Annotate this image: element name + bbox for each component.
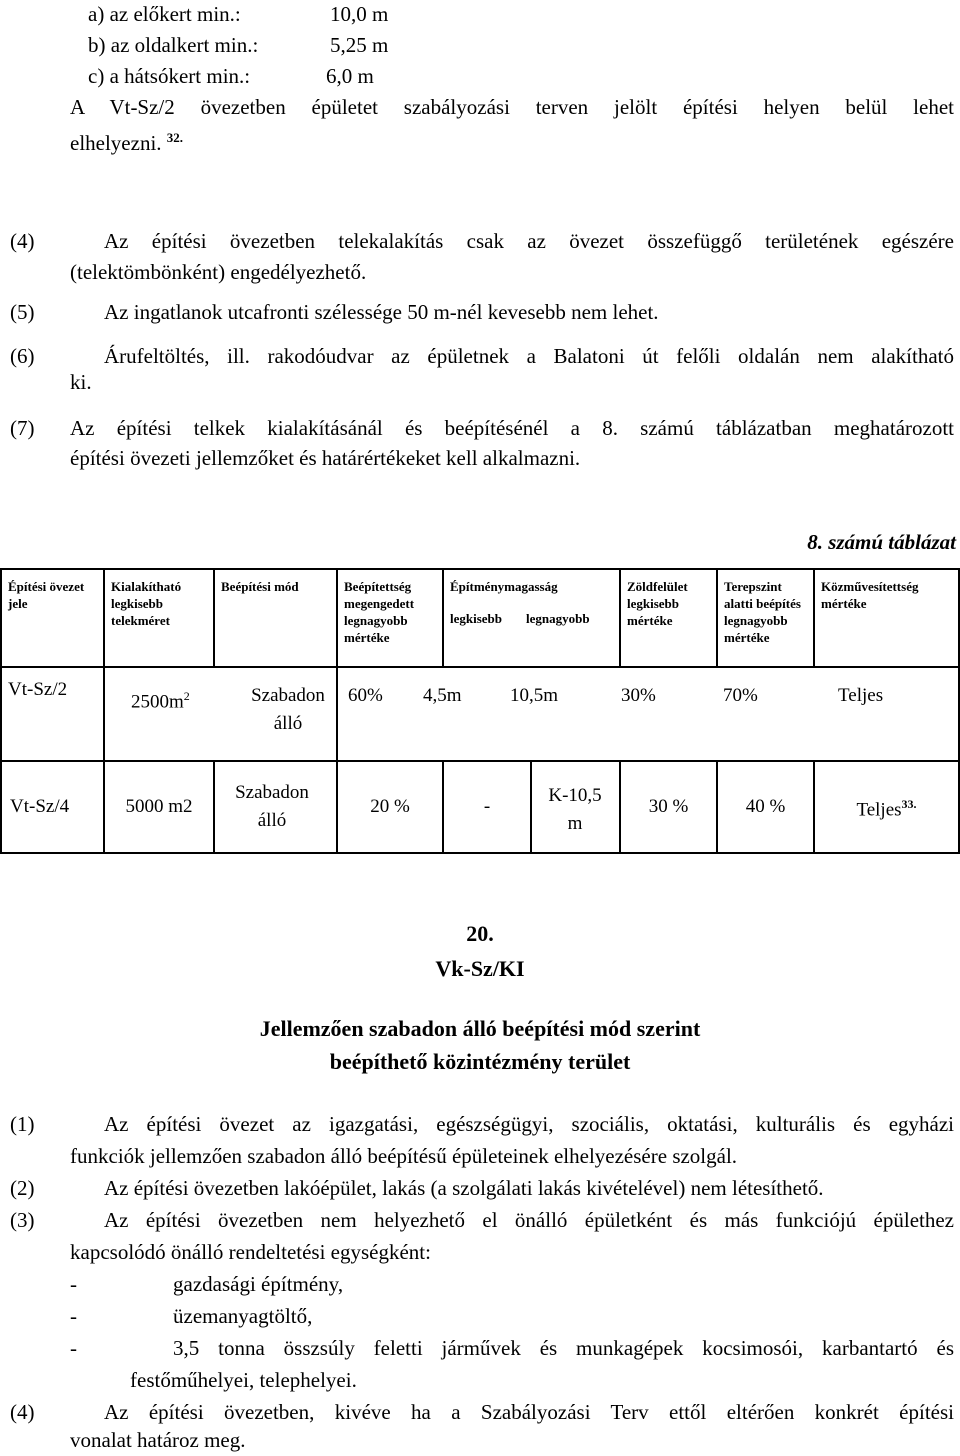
section-title-line-1: Jellemzően szabadon álló beépítési mód szerint [259, 1016, 701, 1041]
row1-lot-value: 2500m [131, 691, 184, 713]
table-row [1, 667, 959, 761]
para-4-line-2: (telektömbönként) engedélyezhető. [70, 260, 367, 284]
row2-mode: Szabadon álló [235, 782, 309, 831]
bpara-1-line-1: Az építési övezet az igazgatási, egészségügyi, szociális, oktatási, kulturális és egyházi [104, 1112, 954, 1136]
para-5-line-1: Az ingatlanok utcafronti szélessége 50 m-nél kevesebb nem lehet. [104, 300, 659, 324]
setback-label-front: a) az előkert min.: [88, 2, 241, 26]
th-lot: Kialakítható legkisebb telekméret [111, 579, 182, 628]
bpara-4-line-2: vonalat határoz meg. [70, 1428, 246, 1452]
section-code: Vk-Sz/KI [435, 956, 525, 981]
th-underground: Terepszint alatti beépítés legnagyobb mértéke [724, 579, 801, 645]
bpara-4-line-1: Az építési övezetben, kivéve ha a Szabályozási Terv ettől eltérően konkrét építési [104, 1400, 954, 1424]
th-height-max: legnagyobb [526, 611, 590, 626]
bpara-num-1: (1) [10, 1112, 35, 1136]
intro-line-2-text: elhelyezni. [70, 131, 162, 155]
list-item-1: gazdasági építmény, [173, 1272, 344, 1296]
row1-height-max: 10,5m [510, 685, 559, 706]
row2-coverage: 20 % [370, 796, 410, 817]
intro-line-2 [70, 122, 183, 159]
section-number: 20. [466, 921, 494, 946]
intro-line-1: A Vt-Sz/2 övezetben épületet szabályozási terven jelölt építési helyen belül lehet [70, 95, 954, 119]
list-item-2: üzemanyagtöltő, [173, 1304, 313, 1328]
para-num-6: (6) [10, 344, 35, 368]
row1-mode: Szabadon álló [251, 685, 325, 734]
table-row [1, 761, 959, 853]
row1-utility: Teljes [838, 685, 884, 706]
footnote-ref: 32. [166, 130, 184, 145]
bpara-num-4: (4) [10, 1400, 35, 1424]
para-num-5: (5) [10, 300, 35, 324]
row2-utility-sup: 33. [901, 796, 917, 811]
list-dash-1: - [70, 1272, 77, 1296]
setback-value-rear: 6,0 m [326, 64, 374, 88]
setback-label-rear: c) a hátsókert min.: [88, 64, 251, 88]
row1-height-min: 4,5m [423, 685, 462, 706]
row1-lot [131, 682, 190, 716]
para-num-4: (4) [10, 229, 35, 253]
row2-zone: Vt-Sz/4 [10, 796, 70, 817]
bpara-num-2: (2) [10, 1176, 35, 1200]
setback-label-side: b) az oldalkert min.: [88, 33, 259, 57]
para-4-line-1: Az építési övezetben telekalakítás csak az övezet összefüggő területének egészére [104, 229, 954, 253]
para-6-line-1: Árufeltöltés, ill. rakodóudvar az épületnek a Balatoni út felőli oldalán nem alakítható [104, 344, 954, 368]
bpara-num-3: (3) [10, 1208, 35, 1232]
list-item-3-line-1: 3,5 tonna összsúly feletti járművek és munkagépek kocsimosói, karbantartó és [173, 1336, 954, 1360]
para-6-line-2: ki. [70, 370, 92, 394]
th-green: Zöldfelület legkisebb mértéke [627, 579, 688, 628]
list-item-3-line-2: festőműhelyei, telephelyei. [130, 1368, 357, 1392]
para-7-line-2: építési övezeti jellemzőket és határértékeket kell alkalmazni. [70, 446, 581, 470]
setback-value-side: 5,25 m [330, 33, 389, 57]
row2-utility-value: Teljes [856, 799, 902, 821]
row2-height-max: K-10,5 m [548, 785, 602, 834]
bpara-1-line-2: funkciók jellemzően szabadon álló beépítésű épületeinek elhelyezésére szolgál. [70, 1144, 738, 1168]
list-dash-2: - [70, 1304, 77, 1328]
para-7-line-1: Az építési telkek kialakításánál és beépítésénél a 8. számú táblázatban meghatározott [70, 416, 954, 440]
section-title-line-2: beépíthető közintézmény terület [329, 1049, 631, 1074]
th-utility: Közművesítettség mértéke [821, 579, 919, 611]
row1-coverage: 60% [348, 685, 383, 706]
th-height-min: legkisebb [450, 611, 503, 626]
para-num-7: (7) [10, 416, 35, 440]
row1-zone: Vt-Sz/2 [8, 679, 68, 700]
row1-underground: 70% [723, 685, 758, 706]
table-header-row [1, 569, 959, 667]
row1-lot-sup: 2 [183, 689, 190, 703]
setback-value-front: 10,0 m [330, 2, 389, 26]
bpara-3-line-2: kapcsolódó önálló rendeltetési egységként: [70, 1240, 431, 1264]
th-height: Építménymagasság [450, 579, 558, 594]
zone-table [0, 568, 960, 854]
row2-height-min: - [483, 796, 491, 817]
th-zone: Építési övezet jele [8, 579, 85, 611]
table-caption: 8. számú táblázat [807, 530, 956, 554]
row2-utility [815, 790, 958, 824]
row2-underground: 40 % [745, 796, 786, 817]
row2-lot: 5000 m2 [125, 796, 193, 817]
bpara-3-line-1: Az építési övezetben nem helyezhető el önálló épületként és más funkciójú épülethez [104, 1208, 954, 1232]
row2-green: 30 % [648, 796, 689, 817]
th-mode: Beépítési mód [221, 579, 299, 594]
bpara-2-line-1: Az építési övezetben lakóépület, lakás (a szolgálati lakás kivételével) nem létesíthető. [104, 1176, 824, 1200]
list-dash-3: - [70, 1336, 77, 1360]
row1-green: 30% [621, 685, 656, 706]
th-coverage: Beépítettség megengedett legnagyobb mértéke [344, 579, 415, 645]
